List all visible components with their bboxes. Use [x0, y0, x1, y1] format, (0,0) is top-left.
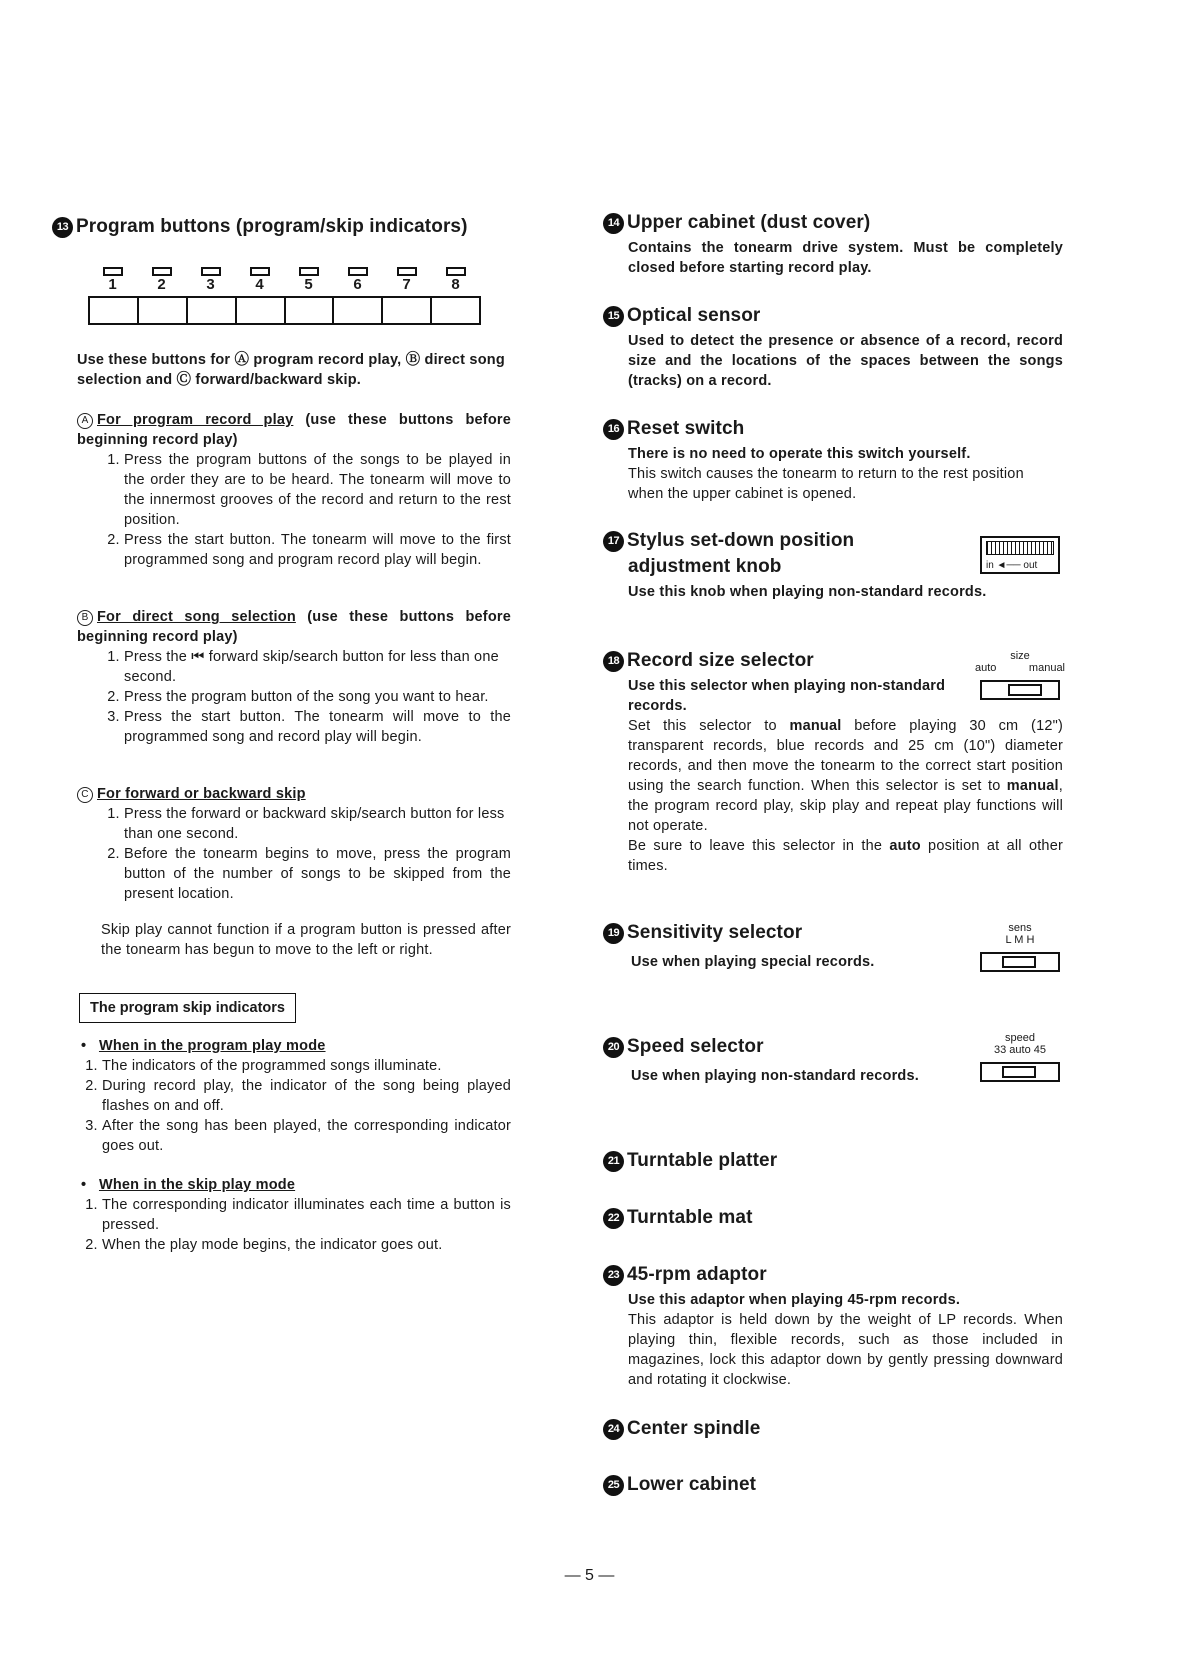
program-button-key: [383, 298, 432, 323]
program-button-4: [235, 267, 284, 294]
program-button-8: [431, 267, 480, 294]
program-button-7: [382, 267, 431, 294]
section-number-badge: 17: [603, 531, 624, 552]
section-18-bold: Use this selector when playing non-standard records.: [628, 678, 946, 714]
subsection-b-heading-note: (use these buttons before beginning record play): [77, 609, 511, 645]
section-22: [603, 1207, 753, 1229]
indicator-lamp: [152, 267, 172, 276]
section-16-bold: There is no need to operate this switch yourself.: [628, 446, 971, 462]
section-21: [603, 1150, 777, 1172]
program-button-key: [432, 298, 479, 323]
switch-title: size: [1010, 650, 1030, 662]
program-buttons-diagram: [88, 267, 483, 325]
program-button-key: [334, 298, 383, 323]
subsection-c-heading: For forward or backward skip: [97, 786, 306, 802]
switch-pos-label: manual: [1028, 662, 1065, 674]
section-title: Record size selector: [627, 650, 814, 671]
section-number-badge: 19: [603, 923, 624, 944]
section-14: [603, 212, 1063, 278]
program-button-number: 3: [206, 276, 215, 293]
section-number-badge: 15: [603, 306, 624, 327]
section-23: [603, 1264, 1063, 1390]
switch-pos-labels: L M H: [1005, 934, 1035, 946]
slide-switch: [980, 952, 1060, 972]
size-selector-diagram: [975, 650, 1065, 700]
circled-letter-a: A: [77, 413, 93, 429]
indicator-lamp: [250, 267, 270, 276]
section-title: Program buttons (program/skip indicators): [76, 216, 468, 237]
text-run: Be sure to leave this selector in the: [628, 838, 890, 854]
section-15-text: Used to detect the presence or absence of a record, record size and the locations of the spaces between the songs (tracks) on a record.: [628, 333, 1063, 389]
list-item: 2. Before the tonearm begins to move, press the program button of the number of songs to be skipped from the present location.: [124, 844, 511, 904]
program-button-key: [90, 298, 139, 323]
section-number-badge: 21: [603, 1151, 624, 1172]
keyword: manual: [1006, 778, 1059, 794]
section-title: Lower cabinet: [627, 1474, 757, 1495]
section-number-badge: 24: [603, 1419, 624, 1440]
indicator-lamp: [446, 267, 466, 276]
section-14-text: Contains the tonearm drive system. Must be completely closed before starting record play.: [628, 240, 1063, 276]
section-13-intro: Use these buttons for Ⓐ program record play, Ⓑ direct song selection and Ⓒ forward/backward skip.: [77, 352, 505, 388]
switch-title: sens: [1008, 922, 1032, 934]
skip-mode-block: • When in the skip play mode 1. The corresponding indicator illuminates each time a button is pressed. 2. When the play mode begins, the indicator goes out.: [77, 1175, 511, 1255]
slide-knob: [1008, 684, 1042, 696]
slide-knob: [1002, 956, 1036, 968]
subsection-c: [77, 784, 511, 904]
subsection-b: [77, 607, 511, 747]
section-number-badge: 18: [603, 651, 624, 672]
section-23-bold: Use this adaptor when playing 45-rpm records.: [628, 1292, 961, 1308]
section-number-badge: 25: [603, 1475, 624, 1496]
subsection-a: [77, 410, 511, 570]
program-button-1: [88, 267, 137, 294]
section-19-text: Use when playing special records.: [631, 954, 875, 970]
section-number-badge: 23: [603, 1265, 624, 1286]
text-run: position at all other times.: [628, 838, 1063, 874]
indicator-lamp: [348, 267, 368, 276]
list-item: 2. When the play mode begins, the indicator goes out.: [102, 1235, 511, 1255]
section-15: [603, 305, 1063, 391]
program-button-2: [137, 267, 186, 294]
sensitivity-selector-diagram: [975, 922, 1065, 972]
text-run: Set this selector to: [628, 718, 790, 734]
skip-mode-heading: When in the skip play mode: [98, 1177, 296, 1193]
slide-switch: [980, 1062, 1060, 1082]
section-17-text: Use this knob when playing non-standard records.: [628, 584, 987, 600]
subsection-a-heading: For program record play: [97, 412, 294, 428]
section-title: Turntable platter: [627, 1150, 778, 1171]
section-16-text: This switch causes the tonearm to return to the rest position when the upper cabinet is opened.: [628, 466, 1024, 502]
section-number-badge: 16: [603, 419, 624, 440]
slide-switch: [980, 680, 1060, 700]
stylus-adjustment-knob-diagram: [980, 536, 1060, 574]
list-item: 1. The indicators of the programmed songs illuminate.: [102, 1056, 511, 1076]
program-mode-block: • When in the program play mode 1. The indicators of the programmed songs illuminate. 2. During record play, the indicator of the song being played flashes on and off. 3. After the song has been played, the corresponding indicator goes out.: [77, 1036, 511, 1156]
program-button-key: [188, 298, 237, 323]
indicator-lamp: [397, 267, 417, 276]
section-title: Center spindle: [627, 1418, 761, 1439]
knob-direction-label: in ◄── out: [986, 560, 1038, 571]
section-13-heading: [52, 216, 468, 238]
section-title: Sensitivity selector: [627, 922, 803, 943]
section-20-text: Use when playing non-standard records.: [631, 1068, 919, 1084]
list-item: 1. Press the forward or backward skip/search button for less than one second.: [124, 804, 511, 844]
section-number-badge: 22: [603, 1208, 624, 1229]
text-run: , the program record play, skip play and repeat play functions will not operate.: [628, 778, 1063, 834]
list-item: 3. Press the start button. The tonearm will move to the programmed song and record play will begin.: [124, 707, 511, 747]
skip-play-note: Skip play cannot function if a program button is pressed after the tonearm has begun to move to the left or right.: [101, 922, 511, 958]
slide-knob: [1002, 1066, 1036, 1078]
list-item: 1. Press the ⏮ forward skip/search button for less than one second.: [124, 647, 511, 687]
program-button-5: [284, 267, 333, 294]
section-title: Turntable mat: [627, 1207, 753, 1228]
list-item: 2. Press the program button of the song you want to hear.: [124, 687, 511, 707]
section-number-badge: 14: [603, 213, 624, 234]
indicator-lamp: [299, 267, 319, 276]
keyword: auto: [889, 838, 921, 854]
program-button-6: [333, 267, 382, 294]
list-item: 2. During record play, the indicator of the song being played flashes on and off.: [102, 1076, 511, 1116]
section-24: [603, 1418, 760, 1440]
switch-pos-labels: 33 auto 45: [994, 1044, 1046, 1056]
indicator-lamp: [103, 267, 123, 276]
list-item: 2. Press the start button. The tonearm will move to the first programmed song and program record play will begin.: [124, 530, 511, 570]
section-18-text: [628, 716, 1063, 876]
indicators-box: [79, 993, 296, 1023]
section-title: Speed selector: [627, 1036, 764, 1057]
program-button-number: 4: [255, 276, 264, 293]
section-title: Reset switch: [627, 418, 745, 439]
subsection-b-heading: For direct song selection: [97, 609, 296, 625]
list-item: 1. The corresponding indicator illuminates each time a button is pressed.: [102, 1195, 511, 1235]
section-title-line2: adjustment knob: [628, 556, 782, 577]
program-button-number: 6: [353, 276, 362, 293]
program-button-number: 7: [402, 276, 411, 293]
program-button-key: [237, 298, 286, 323]
section-title: 45-rpm adaptor: [627, 1264, 767, 1285]
section-title: Optical sensor: [627, 305, 761, 326]
program-button-number: 1: [108, 276, 117, 293]
knob-wheel: [986, 541, 1054, 555]
section-title: Stylus set-down position: [627, 530, 855, 551]
list-item: 1. Press the program buttons of the songs to be played in the order they are to be heard. The tonearm will move to the innermost grooves of the record and return to the rest position.: [124, 450, 511, 530]
text-run: before playing 30 cm (12") transparent records, blue records and 25 cm (10") diameter records, and then move the tonearm to the correct start position using the search function. When this selector is set to: [628, 718, 1063, 794]
program-button-number: 8: [451, 276, 460, 293]
section-25: [603, 1474, 756, 1496]
list-item: 3. After the song has been played, the corresponding indicator goes out.: [102, 1116, 511, 1156]
section-23-text: This adaptor is held down by the weight of LP records. When playing thin, flexible records, such as those included in magazines, lock this adaptor down by gently pressing downward and rotating it clockwise.: [628, 1312, 1063, 1388]
page-number: — 5 —: [564, 1567, 615, 1584]
section-16: [603, 418, 1063, 504]
subsection-a-heading-note: (use these buttons before beginning record play): [77, 412, 511, 448]
program-mode-heading: When in the program play mode: [98, 1038, 326, 1054]
program-button-key: [139, 298, 188, 323]
switch-title: speed: [1005, 1032, 1035, 1044]
indicators-box-title: The program skip indicators: [79, 993, 296, 1023]
section-title: Upper cabinet (dust cover): [627, 212, 871, 233]
circled-letter-c: C: [77, 787, 93, 803]
keyword: manual: [789, 718, 842, 734]
program-button-number: 5: [304, 276, 313, 293]
section-number-badge: 13: [52, 217, 73, 238]
switch-pos-label: auto: [975, 662, 997, 674]
program-button-3: [186, 267, 235, 294]
circled-letter-b: B: [77, 610, 93, 626]
section-number-badge: 20: [603, 1037, 624, 1058]
program-button-key: [286, 298, 335, 323]
indicator-lamp: [201, 267, 221, 276]
speed-selector-diagram: [975, 1032, 1065, 1082]
program-button-number: 2: [157, 276, 166, 293]
